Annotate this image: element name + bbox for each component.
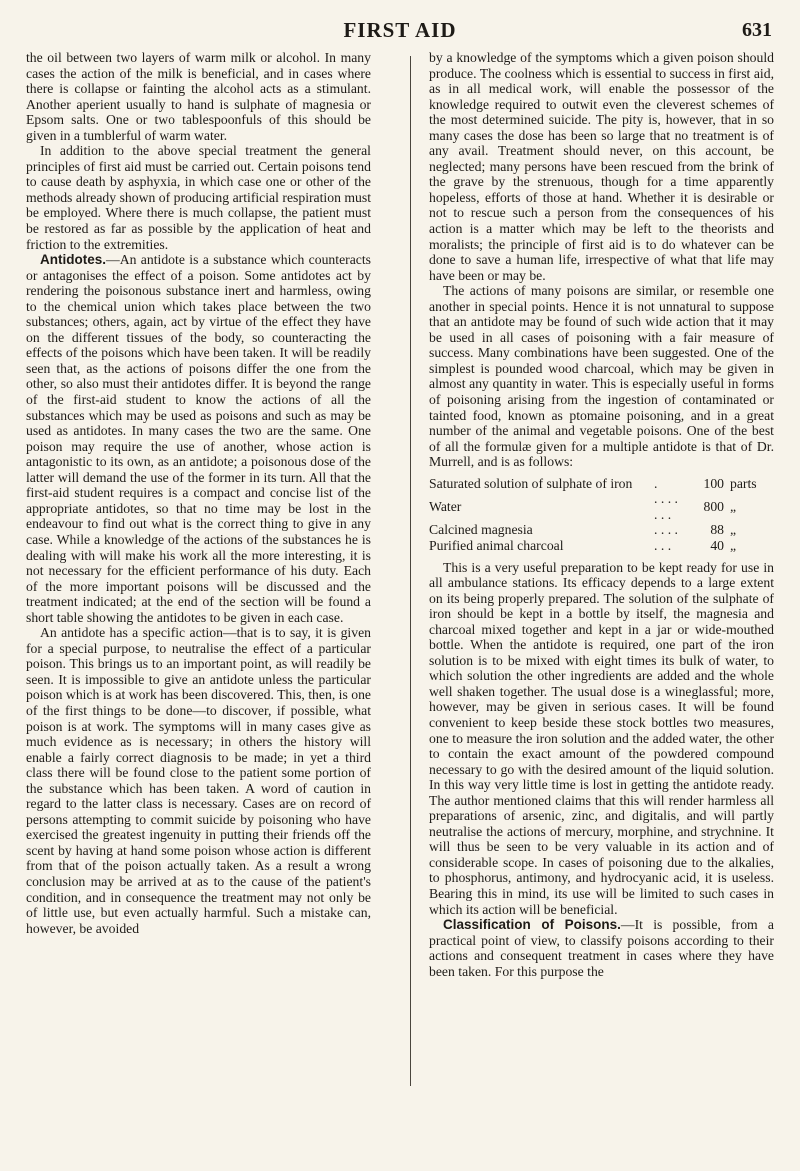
page-number: 631 xyxy=(742,19,772,41)
paragraph-text: —It is possible, from a practical point of view, to classify poisons according to their actions and consequent treatment in cases where they have been taken. For this purpose the xyxy=(429,917,774,979)
table-row xyxy=(429,522,774,538)
table-row xyxy=(429,538,774,554)
left-column xyxy=(26,50,371,936)
paragraph-text: —An antidote is a substance which counteracts or antagonises the effect of a poison. Some antidotes act by rendering the poisonous substance inert and harmless, owing to the chemical union which takes place between the two substances; others, again, act by virtue of the effect they have on the different tissues of the body, so counteracting the effects of the poisons which have been taken. It will be readily seen that, as the actions of poisons differ the one from the other, so also must their antidotes differ. It is beyond the range of the first-aid student to know the actions of all the substances which may be used as poisons and such as may be used as antidotes. In many cases the two are the same. One poison may require the use of another, whose action is antagonistic to its own, as an antidote; a poisonous dose of the latter will demand the use of the former in its turn. All that the first-aid student requires is a compact and concise list of the appropriate antidotes, so that no time may be lost in the endeavour to find out what is the correct thing to give in any case. While a knowledge of the actions of the substances he is dealing with will make his work all the more interesting, it is not necessary for the efficient performance of his duty. Each of the more important poisons will be discussed and the treatment indicated; at the end of the section will be found a short table showing the antidotes to be given in each case. xyxy=(26,252,371,625)
unit: „ xyxy=(730,522,737,538)
leader-dots: . xyxy=(654,475,658,491)
amount: 40 xyxy=(710,537,724,553)
paragraph: An antidote has a specific action—that is to say, it is given for a special purpose, to neutralise the effect of a particular poison. This brings us to an important point, as will readily be seen. It is impossible to give an antidote unless the particular poison which is at work has been discovered. This, then, is one of the first things to be done—to discover, if possible, what poison is at work. The symptoms will in many cases give as much evidence as is necessary; in others the history will enable a fairly correct diagnosis to be made; in yet a third class there will be found close to the patient some portion of the substance which has been taken. A word of caution in regard to the latter class is necessary. Cases are on record of persons attempting to commit suicide by poisoning who have exercised the greatest ingenuity in putting their friends off the scent by having at hand some poison whose action is different from that of the poison actually taken. As a result a wrong conclusion may be arrived at as to the cause of the patient's condition, and in consequence the treatment may not only be of little use, but even actually harmful. Such a mistake can, however, be avoided xyxy=(26,625,371,936)
unit: „ xyxy=(730,537,737,553)
leader-dots: . . . . xyxy=(654,522,678,538)
paragraph: The actions of many poisons are similar, or resemble one another in special points. Hence it is not unnatural to suppose that an antidote may be found of such wide action that it may be used in all cases of poisoning with a fair measure of success. Many combinations have been suggested. One of the simplest is pounded wood charcoal, which may be given in almost any quantity in water. This is especially useful in forms of poisoning arising from the ingestion of contaminated or tainted food, known as ptomaine poisoning, and in a great number of the animal and vegetable poisons. One of the best of all the formulæ given for a multiple antidote is that of Dr. Murrell, and is as follows: xyxy=(429,283,774,470)
table-row xyxy=(429,491,774,522)
paragraph: by a knowledge of the symptoms which a given poison should produce. The coolness which is essential to success in first aid, as in all medical work, will enable the possessor of the knowledge required to outwit even the cleverest schemes of the most determined suicide. The pity is, however, that in so many cases the dose has been so large that no treatment is of any avail. Treatment should never, on this account, be neglected; many persons have been rescued from the brink of the grave by the strenuous, though for a time apparently hopeless, efforts of those at hand. Whether it is desirable or not to rescue such a person from the consequences of his action is a matter which may be left to the theorists and moralists; the principle of first aid is to do whatever can be done to save a human life, irrespective of what that life may have been or may be. xyxy=(429,50,774,283)
running-title: FIRST AID xyxy=(343,18,457,42)
paragraph-antidotes xyxy=(26,252,371,625)
leader-dots: . . . . . . . xyxy=(654,491,678,522)
amount: 88 xyxy=(710,522,724,538)
running-head xyxy=(0,14,800,42)
paragraph: the oil between two layers of warm milk or alcohol. In many cases the action of the milk is beneficial, and in cases where there is collapse or fainting the alcohol acts as a stimulant. Another aperient usually to hand is sulphate of magnesia or Epsom salts. One or two tablespoonfuls of this should be given in a tumblerful of warm water. xyxy=(26,50,371,143)
antidote-formula-table xyxy=(429,476,774,554)
ingredient: Calcined magnesia xyxy=(429,522,533,538)
amount: 100 xyxy=(703,475,724,491)
unit: „ xyxy=(730,499,737,515)
paragraph: In addition to the above special treatment the general principles of first aid must be carried out. Certain poisons tend to cause death by asphyxia, in which case one or other of the methods already shown of producing artificial respiration must be employed. Where there is much collapse, the patient must be restored as far as possible by the application of heat and friction to the extremities. xyxy=(26,143,371,252)
column-divider xyxy=(410,56,411,1086)
ingredient: Water xyxy=(429,499,462,515)
ingredient: Purified animal charcoal xyxy=(429,537,564,553)
ingredient: Saturated solution of sulphate of iron xyxy=(429,475,633,491)
paragraph: This is a very useful preparation to be kept ready for use in all ambulance stations. Its efficacy depends to a large extent on its being properly prepared. The solution of the sulphate of iron should be kept in a bottle by itself, the magnesia and charcoal mixed together and kept in a jar or wide-mouthed bottle. When the antidote is required, one part of the iron solution is to be mixed with eight times its bulk of water, to which solution the other ingredients are added and the whole well shaken together. The usual dose is a wineglassful; more, however, may be given in serious cases. It will be found convenient to keep beside these stock bottles two measures, one to measure the iron solution and the added water, the other to contain the exact amount of the powdered compound necessary to go with the desired amount of the liquid solution. In this way very little time is lost in getting the antidote ready. The author mentioned claims that this will render harmless all preparations of arsenic, zinc, and digitalis, and will partly neutralise the actions of mercury, morphine, and strychnine. It will thus be seen to be very valuable in its action and of considerable scope. In cases of poisoning due to the alkalies, to phosphorus, antimony, and hydrocyanic acid, it is useless. Bearing this in mind, its use will be limited to such cases in which its action will be beneficial. xyxy=(429,559,774,917)
section-heading: Antidotes. xyxy=(40,252,106,268)
right-column xyxy=(429,50,774,979)
leader-dots: . . . xyxy=(654,537,672,553)
section-heading: Classification of Poisons. xyxy=(443,917,621,933)
paragraph-classification xyxy=(429,917,774,979)
amount: 800 xyxy=(703,499,724,515)
table-row xyxy=(429,476,774,492)
unit: parts xyxy=(730,475,757,491)
